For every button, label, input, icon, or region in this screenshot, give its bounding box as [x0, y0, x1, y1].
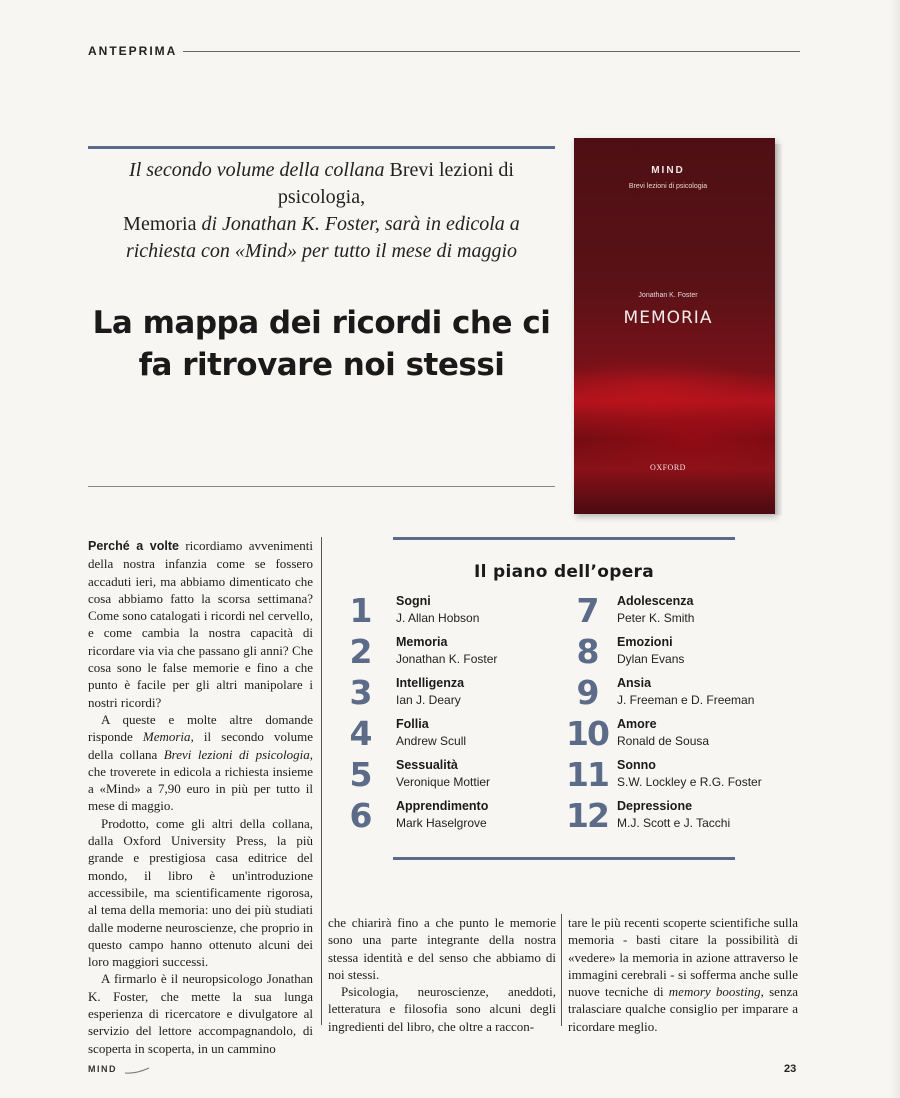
toc-entry-author: J. Allan Hobson [396, 611, 480, 625]
toc-entry-topic: Intelligenza [396, 676, 465, 690]
toc-entry-number: 3 [349, 673, 371, 712]
paragraph-text: , senza tralasciare qualche consiglio per imparare a ricordare meglio. [568, 984, 798, 1034]
toc-bottom-rule [393, 857, 735, 860]
paragraph: che chiarirà fino a che punto le memorie sono una parte integrante della nostra stessa identità e del senso che abbiamo di noi stessi. [328, 915, 556, 982]
toc-entry-topic: Emozioni [617, 635, 673, 649]
page-number: 23 [784, 1063, 797, 1075]
toc-entry-author: Mark Haselgrove [396, 816, 487, 830]
paragraph [88, 537, 313, 711]
subtitle-part-3: Memoria [123, 213, 197, 235]
toc-entry-topic: Apprendimento [396, 799, 489, 813]
toc-entry-author: Dylan Evans [617, 652, 685, 666]
toc-entry-author: Veronique Mottier [396, 775, 491, 789]
series-title-italic: Brevi lezioni di psicologia [163, 746, 310, 762]
lead-in: Perché a volte [88, 539, 179, 553]
paragraph-text: ricordiamo avvenimenti della nostra infanzia come se fossero accaduti ieri, ma abbiamo dimenticato che cosa abbiamo fatto la scorsa settimana? Come sono catalogati i ricordi nel cervello, e come cambia la nostra capacità di ricordare via via che passano gli anni? Che cosa sono le false memorie e fino a che punto è facile per gli altri manipolare i nostri ricordi? [88, 538, 313, 710]
toc-entry-topic: Follia [396, 717, 429, 731]
intro-bottom-rule [88, 486, 555, 487]
paragraph: A firmarlo è il neuropsicologo Jonathan K. Foster, che mette la sua lunga esperienza di ricercatore e divulgatore al servizio del lettore accompagnandolo, di scoperta in scoperta, in un cammino [88, 971, 313, 1056]
body-column-middle [328, 914, 556, 1035]
book-series-label: Brevi lezioni di psicologia [628, 183, 708, 190]
toc-entry-author: Ian J. Deary [396, 693, 461, 707]
footer-swoosh-icon [124, 1067, 150, 1075]
body-column-left [88, 537, 313, 1057]
toc-entry-number: 12 [566, 796, 608, 835]
column-divider [321, 537, 322, 1025]
paragraph-text: , che troverete in edicola a richiesta insieme a «Mind» a 7,90 euro in più per tutto il mese di maggio. [88, 746, 313, 814]
footer-magazine-name: MIND [88, 1064, 117, 1074]
paragraph [568, 914, 798, 1035]
article-subtitle [88, 157, 555, 265]
toc-entry-author: J. Freeman e D. Freeman [617, 693, 755, 707]
paragraph-text: , il secondo volume della collana [88, 729, 313, 762]
toc-entry-number: 8 [576, 632, 598, 671]
book-publisher-logo: OXFORD [650, 463, 686, 472]
book-magazine-label: MIND [651, 165, 685, 176]
book-title-italic: Memoria [142, 729, 191, 745]
body-column-right [568, 914, 798, 1035]
toc-title: Il piano dell’opera [474, 562, 654, 582]
toc-entry-topic: Sonno [617, 758, 656, 772]
book-cover [574, 138, 775, 514]
article-headline: La mappa dei ricordi che ci fa ritrovare noi stessi [92, 305, 551, 383]
toc-entry-author: M.J. Scott e J. Tacchi [617, 816, 731, 830]
toc-entry-number: 11 [566, 755, 608, 794]
toc-entry-topic: Ansia [617, 676, 652, 690]
section-label: ANTEPRIMA [88, 44, 178, 58]
paragraph-text: tare le più recenti scoperte scientifiche sulla memoria - basti citare la possibilità di «vedere» la memoria in azione attraverso le immagini cerebrali - si sofferma anche sulle nuove tecniche di [568, 915, 798, 1000]
toc-entry-author: Peter K. Smith [617, 611, 695, 625]
toc-entry-number: 2 [349, 632, 371, 671]
paragraph-text: A queste e molte altre domande risponde [88, 711, 313, 745]
toc-entry-number: 10 [566, 714, 608, 753]
toc-entry-topic: Depressione [617, 799, 693, 813]
column-divider [561, 914, 562, 1026]
subtitle-part-4: di Jonathan K. Foster, sarà in edicola a richiesta con «Mind» per tutto il mese di maggio [125, 213, 520, 262]
book-author: Jonathan K. Foster [638, 292, 698, 299]
toc-entry-number: 4 [349, 714, 371, 753]
toc-entry-number: 1 [349, 591, 371, 630]
book-cover-image [574, 138, 782, 515]
subtitle-part-2: Brevi lezioni di psicologia, [277, 159, 514, 208]
book-title: MEMORIA [623, 308, 713, 328]
toc-entry-topic: Sessualità [396, 758, 458, 772]
toc-entry-author: Ronald de Sousa [617, 734, 710, 748]
intro-top-rule [88, 146, 555, 149]
toc-entry-number: 6 [349, 796, 371, 835]
toc-entry-author: Jonathan K. Foster [396, 652, 498, 666]
toc-entry-author: Andrew Scull [396, 734, 467, 748]
toc-entry-topic: Amore [617, 717, 657, 731]
subtitle-part-1: Il secondo volume della collana [129, 159, 385, 181]
toc-entry-number: 5 [349, 755, 371, 794]
paragraph: Prodotto, come gli altri della collana, dalla Oxford University Press, la più grande e prestigiosa casa editrice del mondo, il libro è un'introduzione accessibile, ma scientificamente rigorosa, al tema della memoria: uno dei più studiati dalle moderne neuroscienze, che proprio in questo campo hanno ottenuto alcuni dei loro maggiori successi. [88, 815, 313, 970]
header-rule [183, 51, 800, 52]
book-page-edge [774, 144, 782, 515]
toc-top-rule [393, 537, 735, 540]
page-edge [890, 0, 900, 1098]
toc-entry-number: 9 [576, 673, 598, 712]
paragraph [88, 711, 313, 815]
toc-entry-topic: Adolescenza [617, 594, 694, 608]
term-italic: memory boosting [668, 984, 761, 1000]
toc-entry-topic: Memoria [396, 635, 448, 649]
toc-entry-author: S.W. Lockley e R.G. Foster [617, 775, 762, 789]
toc-entry-topic: Sogni [396, 594, 431, 608]
toc-entry-number: 7 [576, 591, 598, 630]
paragraph: Psicologia, neuroscienze, aneddoti, letteratura e filosofia sono alcuni degli ingredienti del libro, che oltre a raccon- [328, 984, 556, 1034]
